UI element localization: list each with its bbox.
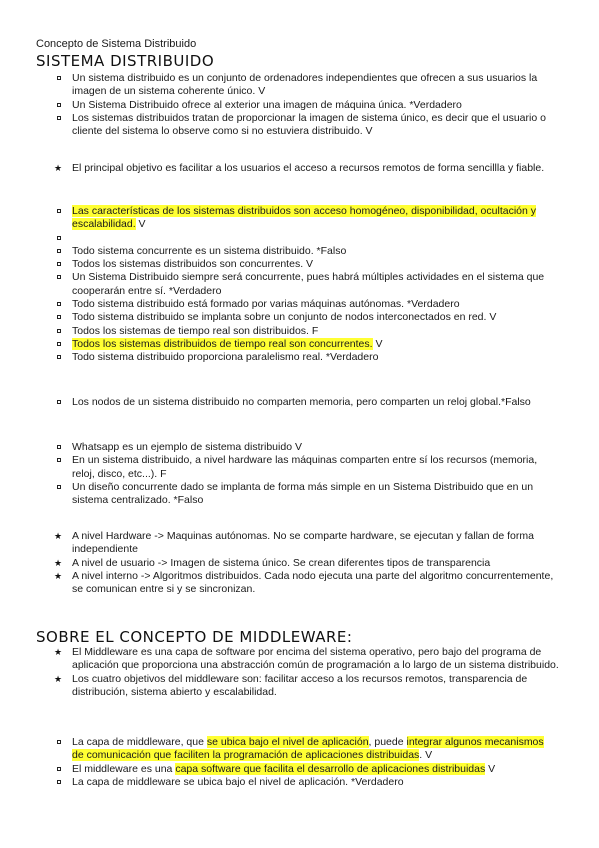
list-item: Todo sistema distribuido proporciona paralelismo real. *Verdadero xyxy=(0,351,599,364)
list-group xyxy=(0,530,599,596)
text-fragment: El middleware es una xyxy=(72,762,176,775)
list-item: Todo sistema concurrente es un sistema distribuido. *Falso xyxy=(0,245,599,258)
list-item: ★ El principal objetivo es facilitar a los usuarios el acceso a recursos remotos de forma sencillla y fiable. xyxy=(0,162,599,175)
list-item: Los nodos de un sistema distribuido no comparten memoria, pero comparten un reloj global.*Falso xyxy=(0,396,599,409)
list-item: Todos los sistemas de tiempo real son distribuidos. F xyxy=(0,325,599,338)
list-item-highlighted xyxy=(0,763,599,776)
section-heading-middleware: SOBRE EL CONCEPTO DE MIDDLEWARE: xyxy=(36,628,353,646)
text-fragment: . V xyxy=(419,749,433,762)
list-item: En un sistema distribuido, a nivel hardware las máquinas comparten entre sí los recursos (memoria, reloj, disco, etc...). F xyxy=(0,454,599,481)
list-item: ★ A nivel Hardware -> Maquinas autónomas. No se comparte hardware, se ejecutan y fallan de forma independiente xyxy=(0,530,599,557)
answer-mark: V xyxy=(372,337,383,350)
list-group xyxy=(0,396,599,409)
document-title: Concepto de Sistema Distribuido xyxy=(36,38,197,50)
highlighted-text: Las características de los sistemas distribuidos son acceso homogéneo, disponibilidad, ocultación y escalabilidad. xyxy=(72,205,536,231)
list-item: ★ A nivel interno -> Algoritmos distribuidos. Cada nodo ejecuta una parte del algoritmo concurrentemente, se comunican entre si y se sincronizan. xyxy=(0,570,599,597)
list-item-highlighted xyxy=(0,205,599,232)
list-item: ★ Los cuatro objetivos del middleware son: facilitar acceso a los recursos remotos, transparencia de distribución, sistema abierto y escalabilidad. xyxy=(0,673,599,700)
list-item: Un diseño concurrente dado se implanta de forma más simple en un Sistema Distribuido que en un sistema centralizado. *Falso xyxy=(0,481,599,508)
answer-mark: V xyxy=(135,218,146,231)
highlighted-text: capa software que facilita el desarrollo de aplicaciones distribuidas xyxy=(175,762,486,775)
section-heading-sistema-distribuido: SISTEMA DISTRIBUIDO xyxy=(36,52,215,70)
highlighted-text: se ubica bajo el nivel de aplicación xyxy=(206,736,369,748)
list-item: Un Sistema Distribuido siempre será concurrente, pues habrá múltiples actividades en el sistema que cooperarán entre sí. *Verdadero xyxy=(0,271,599,298)
list-item: Los sistemas distribuidos tratan de proporcionar la imagen de sistema único, es decir que el usuario o cliente del sistema lo observe como si no estuviera distribuido. V xyxy=(0,112,599,139)
list-item-empty xyxy=(0,232,599,245)
list-group xyxy=(0,441,599,507)
list-item: Todo sistema distribuido está formado por varias máquinas autónomas. *Verdadero xyxy=(0,298,599,311)
list-item-highlighted xyxy=(0,736,599,763)
list-group xyxy=(0,646,599,699)
list-item: La capa de middleware se ubica bajo el nivel de aplicación. *Verdadero xyxy=(0,776,599,789)
list-item: ★ El Middleware es una capa de software por encima del sistema operativo, pero bajo del programa de aplicación que proporciona una abstracción común de programación a lo largo de un sistema distribuido. xyxy=(0,646,599,673)
text-fragment: La capa de middleware, que xyxy=(72,736,207,748)
list-group xyxy=(0,72,599,138)
text-fragment: , puede xyxy=(368,736,407,748)
text-fragment: V xyxy=(485,762,496,775)
list-group xyxy=(0,162,599,175)
list-item: Whatsapp es un ejemplo de sistema distribuido V xyxy=(0,441,599,454)
list-item: Un sistema distribuido es un conjunto de ordenadores independientes que ofrecen a sus usuarios la imagen de un sistema coherente único. V xyxy=(0,72,599,99)
list-item-highlighted xyxy=(0,338,599,351)
list-item: Todos los sistemas distribuidos son concurrentes. V xyxy=(0,258,599,271)
highlighted-text: integrar algunos mecanismos de comunicación que faciliten la programación de aplicaciones distribuidas xyxy=(72,736,544,762)
list-item: Todo sistema distribuido se implanta sobre un conjunto de nodos interconectados en red. V xyxy=(0,311,599,324)
list-group xyxy=(0,205,599,365)
list-item: Un Sistema Distribuido ofrece al exterior una imagen de máquina única. *Verdadero xyxy=(0,99,599,112)
list-item: ★ A nivel de usuario -> Imagen de sistema único. Se crean diferentes tipos de transparencia xyxy=(0,557,599,570)
highlighted-text: Todos los sistemas distribuidos de tiempo real son concurrentes. xyxy=(72,337,373,350)
list-group xyxy=(0,736,599,789)
